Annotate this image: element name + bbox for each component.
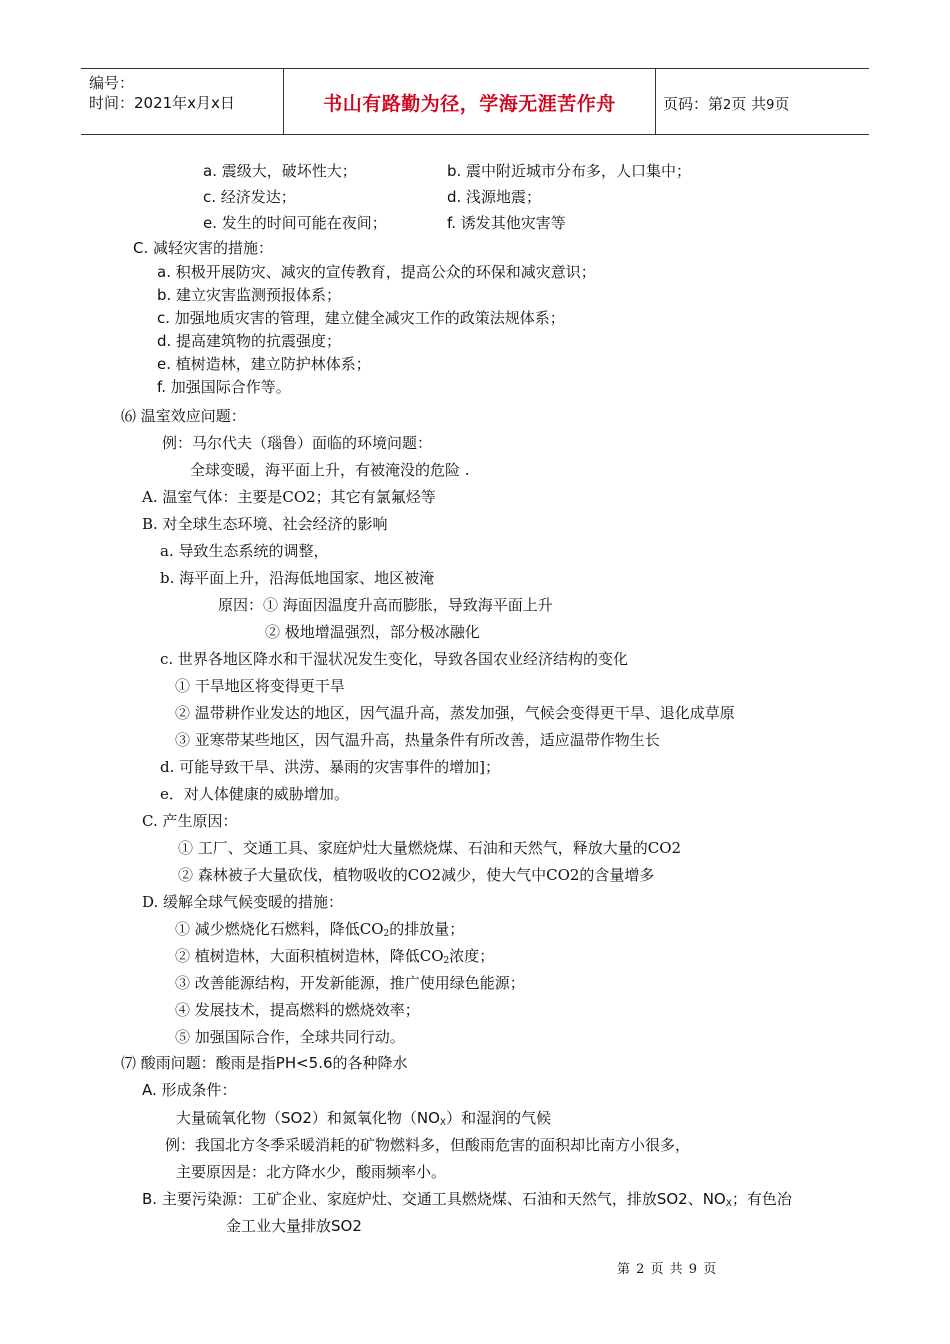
- text-line: ⑤ 加强国际合作，全球共同行动。: [175, 1028, 405, 1046]
- text-line: b. 海平面上升，沿海低地国家、地区被淹: [160, 569, 435, 587]
- text-line: f. 诱发其他灾害等: [447, 214, 566, 232]
- text-line: e．对人体健康的威胁增加。: [160, 785, 349, 803]
- text-line: b. 震中附近城市分布多，人口集中；: [447, 162, 692, 180]
- text-line: ② 温带耕作业发达的地区，因气温升高，蒸发加强，气候会变得更干旱、退化成草原: [175, 704, 735, 722]
- section-heading: A. 温室气体：主要是CO2；其它有氯氟烃等: [142, 488, 436, 506]
- text-line: b. 建立灾害监测预报体系；: [157, 286, 342, 304]
- date-label: 时间：2021年x月x日: [89, 94, 235, 112]
- text-line: d. 浅源地震；: [447, 188, 542, 206]
- text-line: e. 发生的时间可能在夜间；: [203, 214, 387, 232]
- section-heading: ⑹ 温室效应问题：: [121, 407, 246, 425]
- section-heading: D. 缓解全球气候变暖的措施：: [142, 893, 344, 911]
- text-line: d. 提高建筑物的抗震强度；: [157, 332, 342, 350]
- page-prefix: 页码：第: [663, 95, 724, 113]
- text-line: ③ 亚寒带某些地区，因气温升高，热量条件有所改善，适应温带作物生长: [175, 731, 660, 749]
- page-total: 9: [766, 98, 775, 113]
- header-info: [89, 73, 235, 113]
- section-heading: B. 对全球生态环境、社会经济的影响: [142, 515, 388, 533]
- text-line: ② 森林被子大量砍伐，植物吸收的CO2减少，使大气中CO2的含量增多: [178, 866, 655, 884]
- text-line: ② 植树造林，大面积植树造林，降低$CO_2$浓度；: [175, 947, 495, 966]
- header-page-info: [663, 93, 789, 114]
- section-heading: C. 产生原因：: [142, 812, 238, 830]
- text-line: f. 加强国际合作等。: [157, 378, 291, 396]
- text-line: d. 可能导致干旱、洪涝、暴雨的灾害事件的增加]；: [160, 758, 500, 776]
- page-footer: 第 2 页 共 9 页: [617, 1262, 718, 1277]
- section-heading: B. 主要污染源：工矿企业、家庭炉灶、交通工具燃烧煤、石油和天然气，排放SO2、$NO_X$；有色冶: [142, 1190, 792, 1209]
- header-table: [81, 68, 869, 135]
- text-line: ① 工厂、交通工具、家庭炉灶大量燃烧煤、石油和天然气，释放大量的CO2: [178, 839, 682, 857]
- text-line: ③ 改善能源结构，开发新能源，推广使用绿色能源；: [175, 974, 525, 992]
- text-line: ② 极地增温强烈，部分极冰融化: [265, 623, 480, 641]
- text-line: ① 干旱地区将变得更干旱: [175, 677, 345, 695]
- header-motto: 书山有路勤为径，学海无涯苦作舟: [323, 92, 616, 115]
- page-suffix: 页: [774, 95, 790, 113]
- text-line: 原因：① 海面因温度升高而膨胀，导致海平面上升: [218, 596, 553, 614]
- page-num: 2: [723, 98, 732, 113]
- page-mid: 页 共: [731, 95, 767, 113]
- text-line: ① 减少燃烧化石燃料，降低$CO_2$的排放量；: [175, 920, 465, 939]
- text-line: 例：马尔代夫（瑙鲁）面临的环境问题：: [162, 434, 433, 452]
- section-heading: ⑺ 酸雨问题：酸雨是指PH<5.6的各种降水: [121, 1054, 408, 1072]
- section-heading: A. 形成条件：: [142, 1081, 237, 1099]
- text-line: 全球变暖，海平面上升，有被淹没的危险 .: [190, 461, 470, 479]
- section-heading: C. 减轻灾害的措施：: [133, 239, 274, 257]
- text-line: 主要原因是：北方降水少，酸雨频率小。: [176, 1163, 447, 1181]
- text-line: c. 加强地质灾害的管理，建立健全减灾工作的政策法规体系；: [157, 309, 565, 327]
- header-divider: [655, 69, 656, 134]
- text-line: 金工业大量排放SO2: [226, 1217, 362, 1235]
- number-label: 编号：: [89, 74, 135, 92]
- text-line: 大量硫氧化物（SO2）和氮氧化物$(NO_X)$和湿润的气候: [176, 1109, 552, 1128]
- text-line: a. 导致生态系统的调整，: [160, 542, 329, 560]
- text-line: e. 植树造林，建立防护林体系；: [157, 355, 371, 373]
- text-line: a. 震级大，破坏性大；: [203, 162, 357, 180]
- text-line: 例：我国北方冬季采暖消耗的矿物燃料多，但酸雨危害的面积却比南方小很多，: [165, 1136, 691, 1154]
- text-line: c. 经济发达；: [203, 188, 296, 206]
- text-line: c. 世界各地区降水和干湿状况发生变化，导致各国农业经济结构的变化: [160, 650, 628, 668]
- text-line: ④ 发展技术，提高燃料的燃烧效率；: [175, 1001, 420, 1019]
- text-line: a. 积极开展防灾、减灾的宣传教育，提高公众的环保和减灾意识；: [157, 263, 596, 281]
